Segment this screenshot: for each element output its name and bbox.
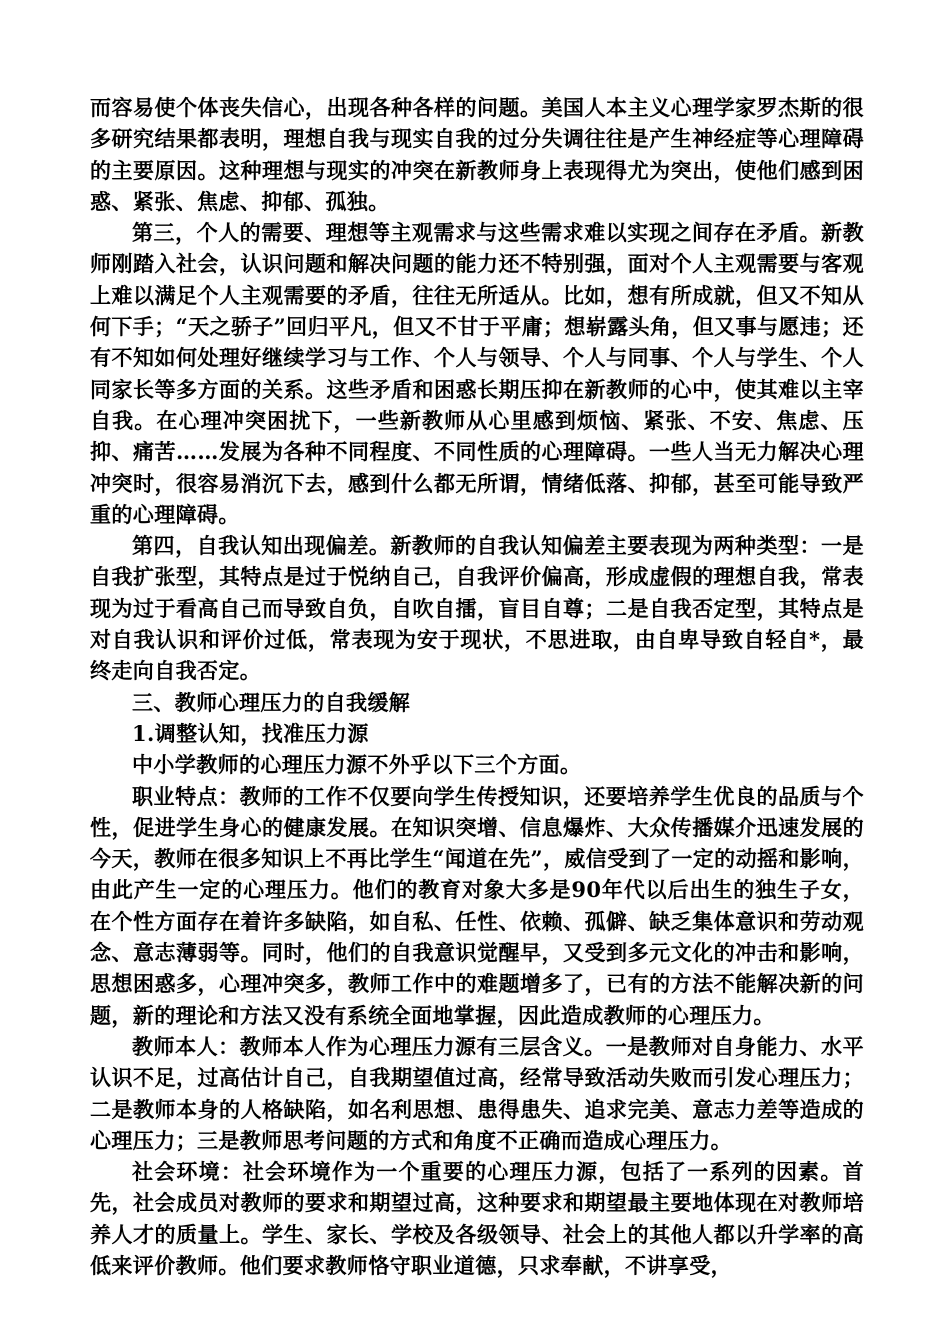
paragraph-2: 第三，个人的需要、理想等主观需求与这些需求难以实现之间存在矛盾。新教师刚踏入社会，认识问题和解决问题的能力还不特别强，面对个人主观需要与客观上难以满足个人主观需要的矛盾，往往无所适从。比如，想有所成就，但又不知从何下手；“天之骄子”回归平凡，但又不甘于平庸；想崭露头角，但又事与愿违；还有不知如何处理好继续学习与工作、个人与领导、个人与同事、个人与学生、个人同家长等多方面的关系。这些矛盾和困惑长期压抑在新教师的心中，使其难以主宰自我。在心理冲突困扰下，一些新教师从心里感到烦恼、紧张、不安、焦虑、压抑、痛苦……发展为各种不同程度、不同性质的心理障碍。一些人当无力解决心理冲突时，很容易消沉下去，感到什么都无所谓，情绪低落、抑郁，甚至可能导致严重的心理障碍。 (90, 220, 864, 527)
document-page (90, 92, 864, 1281)
paragraph-teacher-self: 教师本人：教师本人作为心理压力源有三层含义。一是教师对自身能力、水平认识不足，过高估计自己，自我期望值过高，经常导致活动失败而引发心理压力；二是教师本身的人格缺陷，如名利思想、患得患失、追求完美、意志力差等造成的心理压力；三是教师思考问题的方式和角度不正确而造成心理压力。 (90, 1033, 864, 1153)
paragraph-1: 而容易使个体丧失信心，出现各种各样的问题。美国人本主义心理学家罗杰斯的很多研究结果都表明，理想自我与现实自我的过分失调往往是产生神经症等心理障碍的主要原因。这种理想与现实的冲突在新教师身上表现得尤为突出，使他们感到困惑、紧张、焦虑、抑郁、孤独。 (90, 95, 864, 214)
section-heading: 三、教师心理压力的自我缓解 (132, 689, 411, 715)
subsection-heading: 1.调整认知，找准压力源 (132, 720, 369, 746)
paragraph-3: 第四，自我认知出现偏差。新教师的自我认知偏差主要表现为两种类型：一是自我扩张型，其特点是过于悦纳自己，自我评价偏高，形成虚假的理想自我，常表现为过于看高自己而导致自负，自吹自擂，盲目自尊；二是自我否定型，其特点是对自我认识和评价过低，常表现为安于现状，不思进取，由自卑导致自轻自*，最终走向自我否定。 (90, 533, 864, 684)
paragraph-social-environment: 社会环境：社会环境作为一个重要的心理压力源，包括了一系列的因素。首先，社会成员对教师的要求和期望过高，这种要求和期望最主要地体现在对教师培养人才的质量上。学生、家长、学校及各级领导、社会上的其他人都以升学率的高低来评价教师。他们要求教师恪守职业道德，只求奉献，不讲享受， (90, 1159, 864, 1278)
paragraph-intro: 中小学教师的心理压力源不外乎以下三个方面。 (132, 752, 582, 778)
paragraph-occupation: 职业特点：教师的工作不仅要向学生传授知识，还要培养学生优良的品质与个性，促进学生身心的健康发展。在知识突增、信息爆炸、大众传播媒介迅速发展的今天，教师在很多知识上不再比学生“闻道在先”，威信受到了一定的动摇和影响，由此产生一定的心理压力。他们的教育对象大多是90年代以后出生的独生子女，在个性方面存在着许多缺陷，如自私、任性、依赖、孤僻、缺乏集体意识和劳动观念、意志薄弱等。同时，他们的自我意识觉醒早，又受到多元文化的冲击和影响，思想困惑多，心理冲突多，教师工作中的难题增多了，已有的方法不能解决新的问题，新的理论和方法又没有系统全面地掌握，因此造成教师的心理压力。 (90, 783, 864, 1028)
